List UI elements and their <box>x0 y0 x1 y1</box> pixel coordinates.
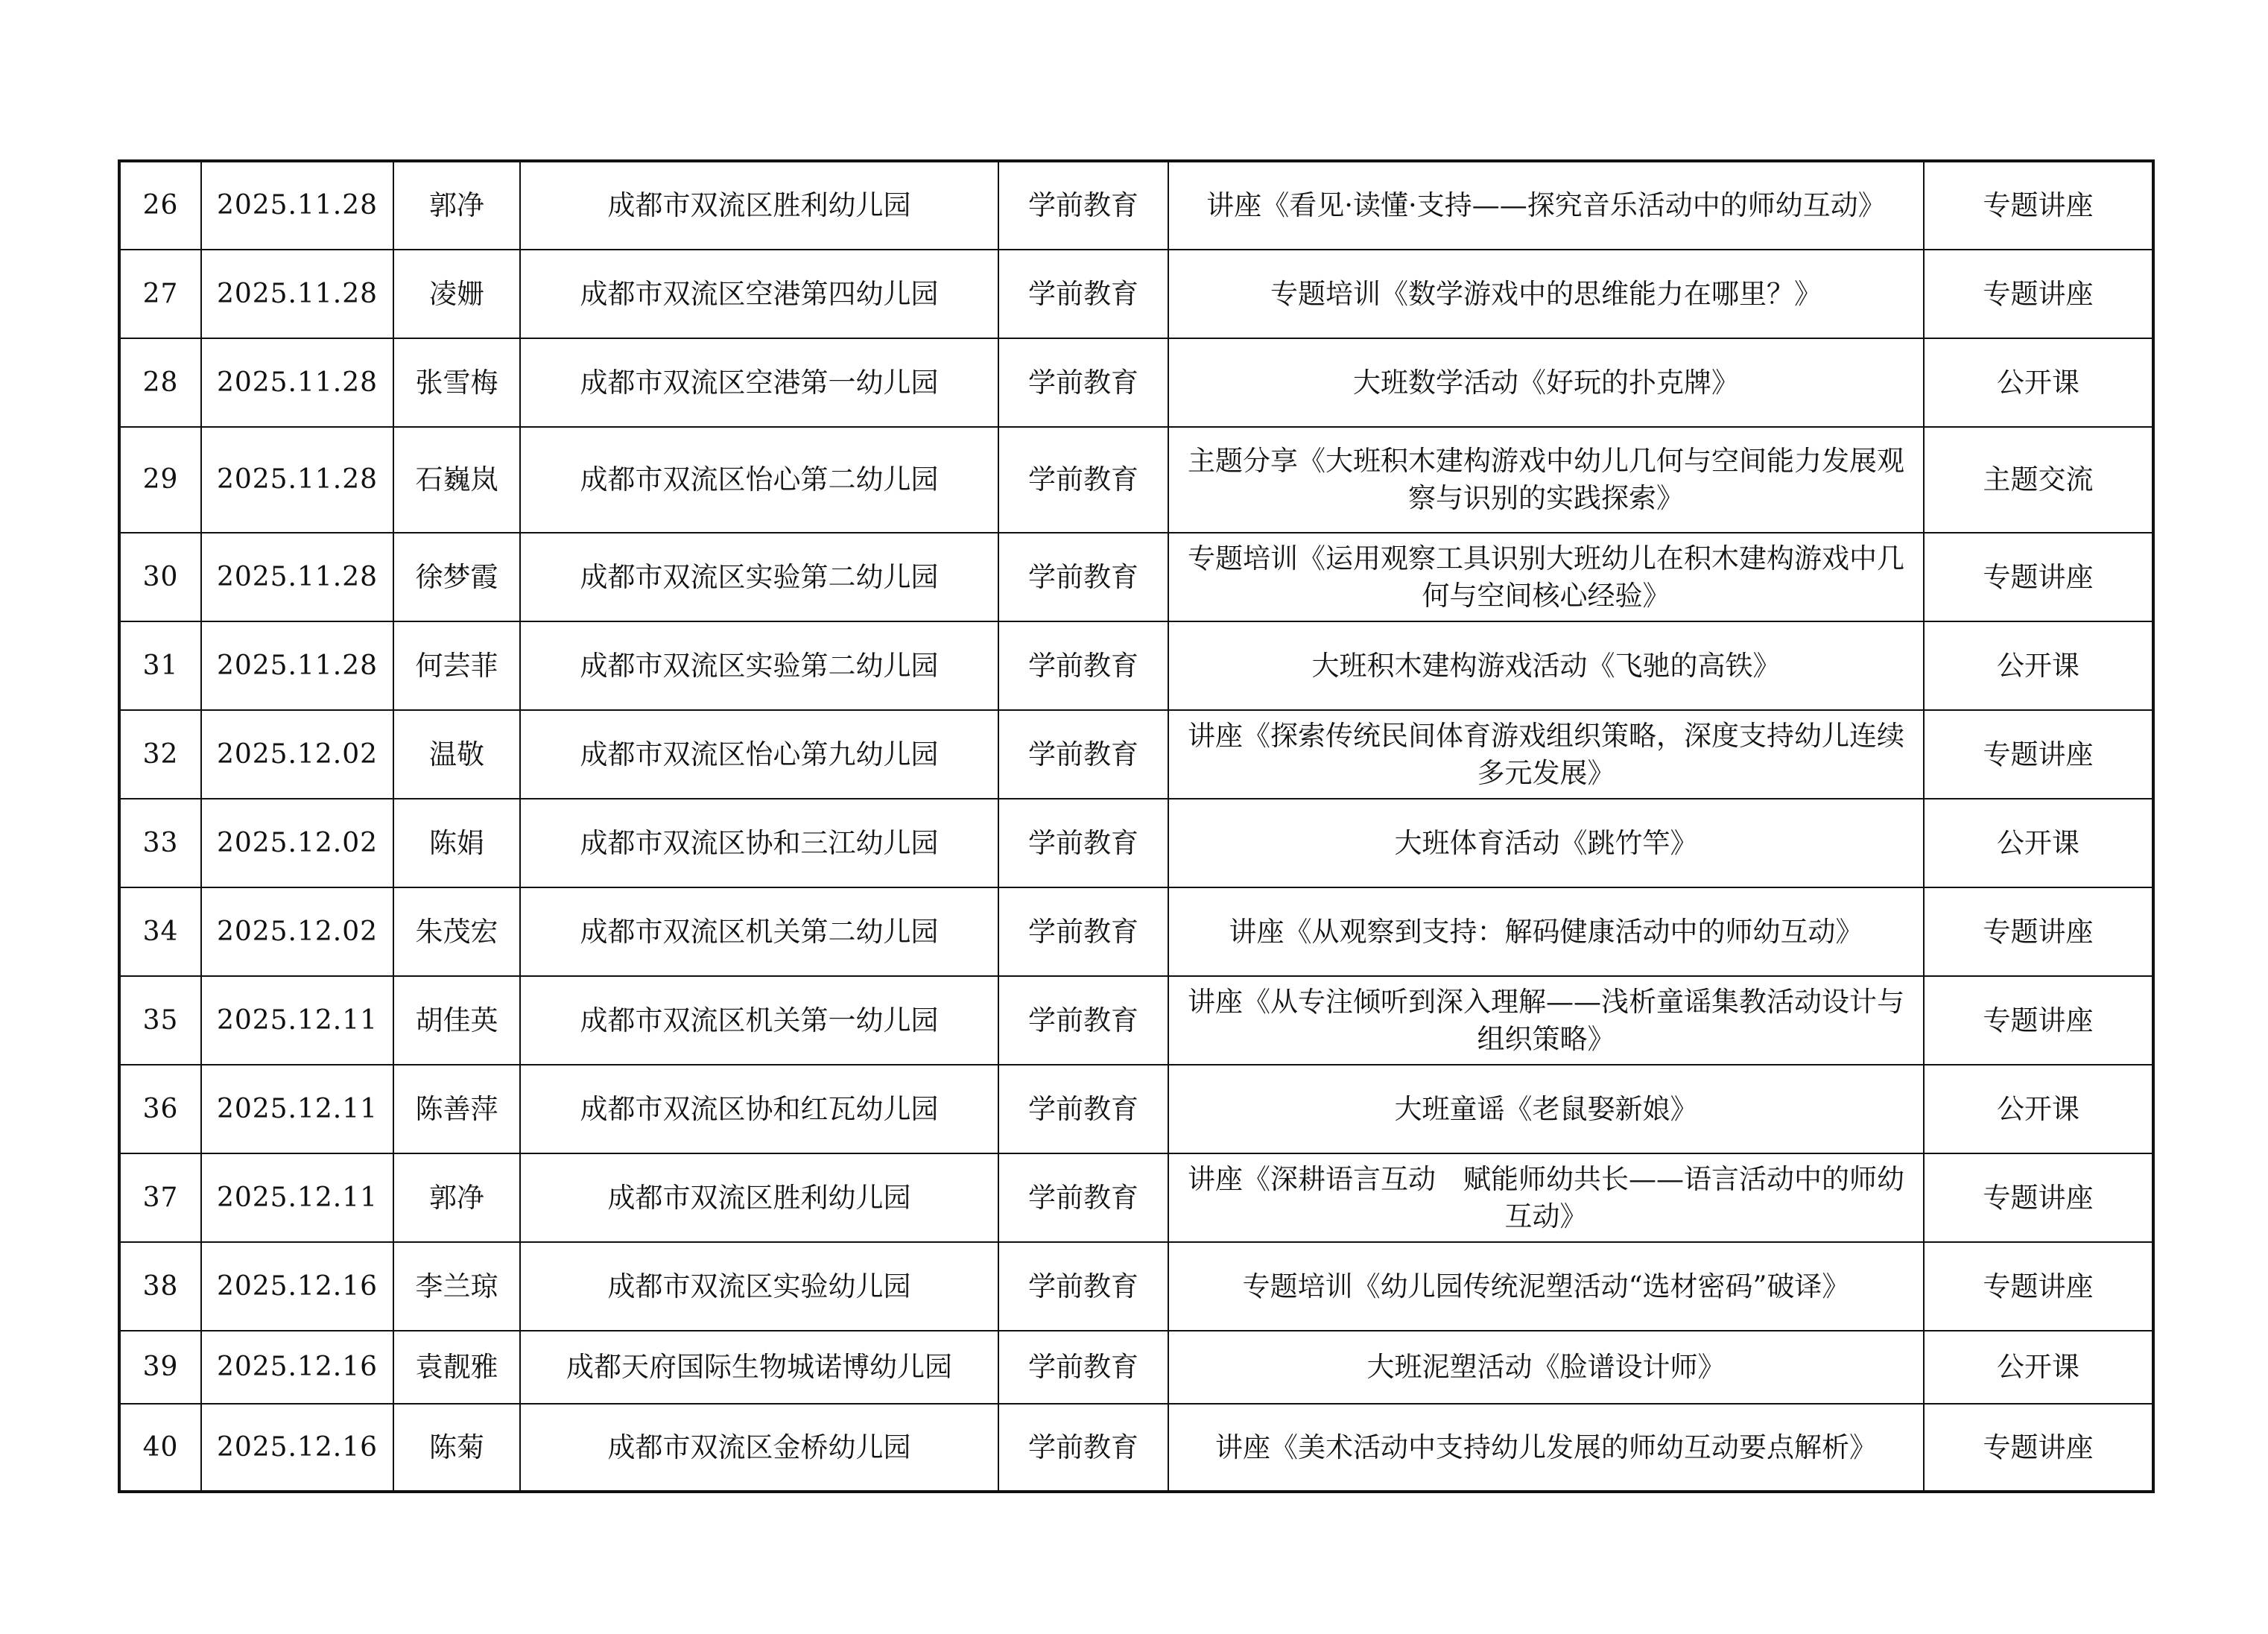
cell-number: 37 <box>119 1153 201 1242</box>
cell-date: 2025.12.02 <box>201 887 393 976</box>
cell-content: 讲座《从专注倾听到深入理解——浅析童谣集教活动设计与组织策略》 <box>1168 976 1924 1065</box>
cell-subject: 学前教育 <box>998 250 1168 338</box>
cell-unit: 成都市双流区协和红瓦幼儿园 <box>520 1065 998 1153</box>
cell-unit: 成都市双流区空港第一幼儿园 <box>520 338 998 427</box>
cell-number: 39 <box>119 1331 201 1404</box>
cell-type: 公开课 <box>1924 338 2153 427</box>
cell-type: 专题讲座 <box>1924 887 2153 976</box>
cell-unit: 成都市双流区协和三江幼儿园 <box>520 799 998 887</box>
cell-unit: 成都市双流区机关第二幼儿园 <box>520 887 998 976</box>
cell-date: 2025.12.11 <box>201 1065 393 1153</box>
cell-content: 讲座《美术活动中支持幼儿发展的师幼互动要点解析》 <box>1168 1404 1924 1492</box>
cell-number: 28 <box>119 338 201 427</box>
table-row <box>119 250 2153 338</box>
cell-content: 讲座《从观察到支持：解码健康活动中的师幼互动》 <box>1168 887 1924 976</box>
cell-content: 大班泥塑活动《脸谱设计师》 <box>1168 1331 1924 1404</box>
cell-content: 主题分享《大班积木建构游戏中幼儿几何与空间能力发展观察与识别的实践探索》 <box>1168 427 1924 533</box>
cell-subject: 学前教育 <box>998 161 1168 250</box>
cell-name: 陈菊 <box>393 1404 520 1492</box>
cell-content: 专题培训《数学游戏中的思维能力在哪里？》 <box>1168 250 1924 338</box>
cell-name: 石巍岚 <box>393 427 520 533</box>
cell-date: 2025.11.28 <box>201 533 393 621</box>
cell-number: 27 <box>119 250 201 338</box>
cell-type: 专题讲座 <box>1924 1404 2153 1492</box>
table-body <box>119 161 2153 1492</box>
cell-number: 32 <box>119 710 201 799</box>
table-row <box>119 338 2153 427</box>
cell-content: 专题培训《运用观察工具识别大班幼儿在积木建构游戏中几何与空间核心经验》 <box>1168 533 1924 621</box>
cell-content: 大班体育活动《跳竹竿》 <box>1168 799 1924 887</box>
cell-date: 2025.12.11 <box>201 1153 393 1242</box>
cell-name: 李兰琼 <box>393 1242 520 1331</box>
cell-name: 张雪梅 <box>393 338 520 427</box>
cell-content: 专题培训《幼儿园传统泥塑活动“选材密码”破译》 <box>1168 1242 1924 1331</box>
activity-schedule-table <box>118 159 2155 1493</box>
cell-date: 2025.12.02 <box>201 799 393 887</box>
cell-subject: 学前教育 <box>998 1153 1168 1242</box>
cell-name: 袁靓雅 <box>393 1331 520 1404</box>
cell-name: 何芸菲 <box>393 621 520 710</box>
table-row <box>119 1331 2153 1404</box>
cell-type: 专题讲座 <box>1924 1242 2153 1331</box>
cell-date: 2025.12.16 <box>201 1331 393 1404</box>
cell-date: 2025.11.28 <box>201 427 393 533</box>
cell-type: 主题交流 <box>1924 427 2153 533</box>
cell-type: 公开课 <box>1924 1331 2153 1404</box>
table-row <box>119 887 2153 976</box>
cell-name: 郭净 <box>393 161 520 250</box>
cell-number: 29 <box>119 427 201 533</box>
cell-date: 2025.12.02 <box>201 710 393 799</box>
cell-subject: 学前教育 <box>998 1242 1168 1331</box>
cell-unit: 成都市双流区实验幼儿园 <box>520 1242 998 1331</box>
cell-subject: 学前教育 <box>998 427 1168 533</box>
cell-number: 34 <box>119 887 201 976</box>
cell-subject: 学前教育 <box>998 1404 1168 1492</box>
cell-name: 朱茂宏 <box>393 887 520 976</box>
cell-type: 专题讲座 <box>1924 250 2153 338</box>
cell-subject: 学前教育 <box>998 533 1168 621</box>
cell-subject: 学前教育 <box>998 1065 1168 1153</box>
cell-content: 大班数学活动《好玩的扑克牌》 <box>1168 338 1924 427</box>
cell-content: 讲座《看见·读懂·支持——探究音乐活动中的师幼互动》 <box>1168 161 1924 250</box>
cell-subject: 学前教育 <box>998 799 1168 887</box>
cell-date: 2025.12.16 <box>201 1404 393 1492</box>
cell-type: 专题讲座 <box>1924 161 2153 250</box>
cell-unit: 成都市双流区实验第二幼儿园 <box>520 621 998 710</box>
table-row <box>119 621 2153 710</box>
cell-unit: 成都市双流区胜利幼儿园 <box>520 1153 998 1242</box>
cell-unit: 成都市双流区空港第四幼儿园 <box>520 250 998 338</box>
cell-type: 专题讲座 <box>1924 710 2153 799</box>
cell-name: 郭净 <box>393 1153 520 1242</box>
cell-number: 38 <box>119 1242 201 1331</box>
cell-unit: 成都市双流区机关第一幼儿园 <box>520 976 998 1065</box>
cell-name: 温敬 <box>393 710 520 799</box>
cell-type: 公开课 <box>1924 1065 2153 1153</box>
cell-date: 2025.12.16 <box>201 1242 393 1331</box>
table-row <box>119 1065 2153 1153</box>
cell-subject: 学前教育 <box>998 1331 1168 1404</box>
table-row <box>119 1242 2153 1331</box>
cell-date: 2025.12.11 <box>201 976 393 1065</box>
cell-number: 26 <box>119 161 201 250</box>
cell-subject: 学前教育 <box>998 710 1168 799</box>
cell-date: 2025.11.28 <box>201 161 393 250</box>
cell-type: 专题讲座 <box>1924 976 2153 1065</box>
cell-type: 专题讲座 <box>1924 1153 2153 1242</box>
cell-unit: 成都市双流区实验第二幼儿园 <box>520 533 998 621</box>
cell-date: 2025.11.28 <box>201 621 393 710</box>
table-row <box>119 161 2153 250</box>
table-row <box>119 1404 2153 1492</box>
table-row <box>119 427 2153 533</box>
cell-number: 33 <box>119 799 201 887</box>
cell-name: 胡佳英 <box>393 976 520 1065</box>
cell-unit: 成都天府国际生物城诺博幼儿园 <box>520 1331 998 1404</box>
cell-name: 徐梦霞 <box>393 533 520 621</box>
cell-name: 陈娟 <box>393 799 520 887</box>
cell-name: 凌姗 <box>393 250 520 338</box>
cell-number: 40 <box>119 1404 201 1492</box>
cell-content: 大班童谣《老鼠娶新娘》 <box>1168 1065 1924 1153</box>
table-row <box>119 1153 2153 1242</box>
cell-number: 31 <box>119 621 201 710</box>
cell-content: 大班积木建构游戏活动《飞驰的高铁》 <box>1168 621 1924 710</box>
cell-subject: 学前教育 <box>998 976 1168 1065</box>
cell-type: 公开课 <box>1924 621 2153 710</box>
cell-name: 陈善萍 <box>393 1065 520 1153</box>
table-row <box>119 976 2153 1065</box>
cell-number: 30 <box>119 533 201 621</box>
cell-unit: 成都市双流区怡心第二幼儿园 <box>520 427 998 533</box>
cell-number: 35 <box>119 976 201 1065</box>
cell-subject: 学前教育 <box>998 621 1168 710</box>
table-row <box>119 710 2153 799</box>
cell-date: 2025.11.28 <box>201 250 393 338</box>
table-row <box>119 533 2153 621</box>
table-row <box>119 799 2153 887</box>
cell-date: 2025.11.28 <box>201 338 393 427</box>
cell-subject: 学前教育 <box>998 887 1168 976</box>
cell-unit: 成都市双流区金桥幼儿园 <box>520 1404 998 1492</box>
cell-type: 专题讲座 <box>1924 533 2153 621</box>
cell-subject: 学前教育 <box>998 338 1168 427</box>
cell-content: 讲座《深耕语言互动 赋能师幼共长——语言活动中的师幼互动》 <box>1168 1153 1924 1242</box>
cell-unit: 成都市双流区怡心第九幼儿园 <box>520 710 998 799</box>
cell-number: 36 <box>119 1065 201 1153</box>
cell-unit: 成都市双流区胜利幼儿园 <box>520 161 998 250</box>
cell-type: 公开课 <box>1924 799 2153 887</box>
cell-content: 讲座《探索传统民间体育游戏组织策略，深度支持幼儿连续多元发展》 <box>1168 710 1924 799</box>
